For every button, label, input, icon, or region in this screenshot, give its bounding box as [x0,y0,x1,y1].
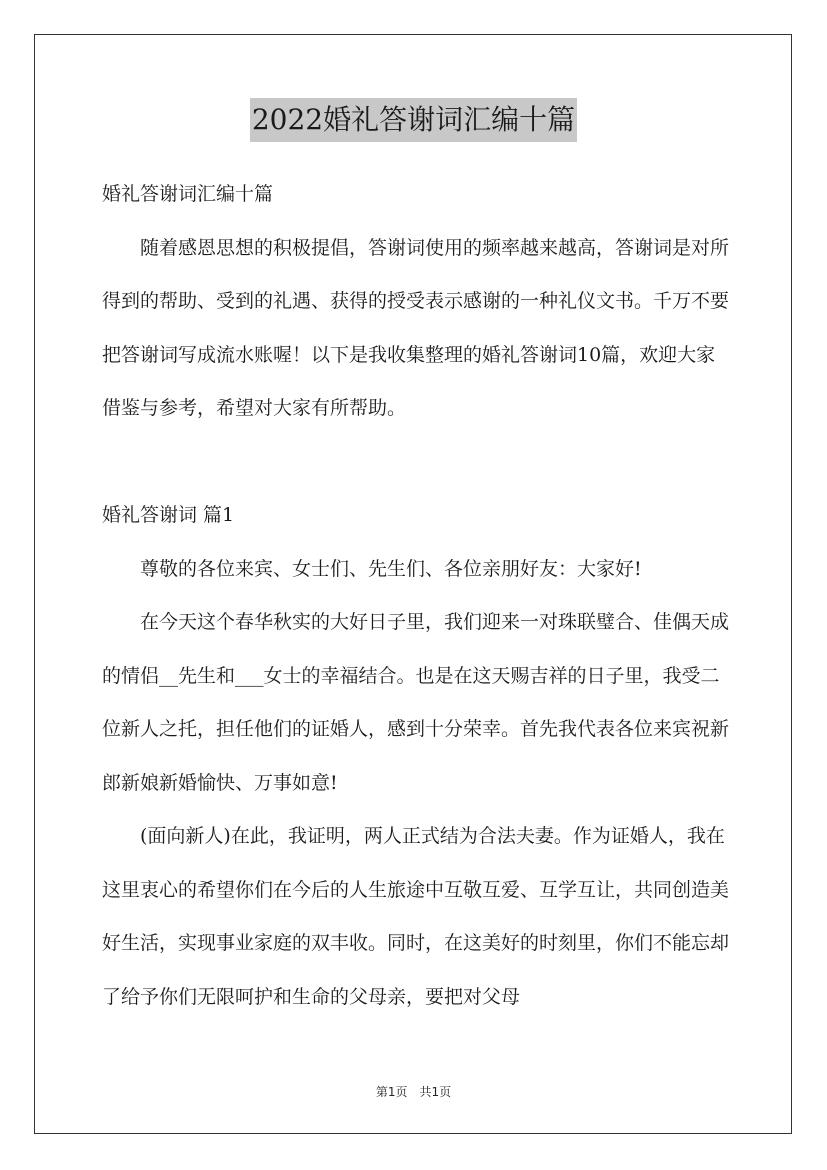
body-paragraph: 尊敬的各位来宾、女士们、先生们、各位亲朋好友：大家好! [140,557,642,580]
section-spacer [102,436,734,490]
document-title-text: 2022婚礼答谢词汇编十篇 [250,98,577,142]
section-heading: 婚礼答谢词 篇1 [102,504,235,526]
page-footer [0,1083,827,1100]
body-paragraph: 在今天这个春华秋实的大好日子里，我们迎来一对珠联璧合、佳偶天成的情侣__先生和___女士的幸福结合。也是在这天赐吉祥的日子里，我受二位新人之托，担任他们的证婚人，感到十分荣幸。首先我代表各位来宾祝新郎新娘新婚愉快、万事如意! [102,611,730,794]
page-number: 第1页 共1页 [375,1085,452,1099]
document-body [102,168,734,1024]
document-title [0,98,827,142]
intro-paragraph: 随着感恩思想的积极提倡，答谢词使用的频率越来越高，答谢词是对所得到的帮助、受到的礼遇、获得的授受表示感谢的一种礼仪文书。千万不要把答谢词写成流水账喔！以下是我收集整理的婚礼答谢词10篇，欢迎大家借鉴与参考，希望对大家有所帮助。 [102,236,730,419]
document-subtitle: 婚礼答谢词汇编十篇 [102,183,274,205]
body-paragraph: (面向新人)在此，我证明，两人正式结为合法夫妻。作为证婚人，我在这里衷心的希望你们在今后的人生旅途中互敬互爱、互学互让，共同创造美好生活，实现事业家庭的双丰收。同时，在这美好的时刻里，你们不能忘却了给予你们无限呵护和生命的父母亲，要把对父母 [102,825,730,1008]
